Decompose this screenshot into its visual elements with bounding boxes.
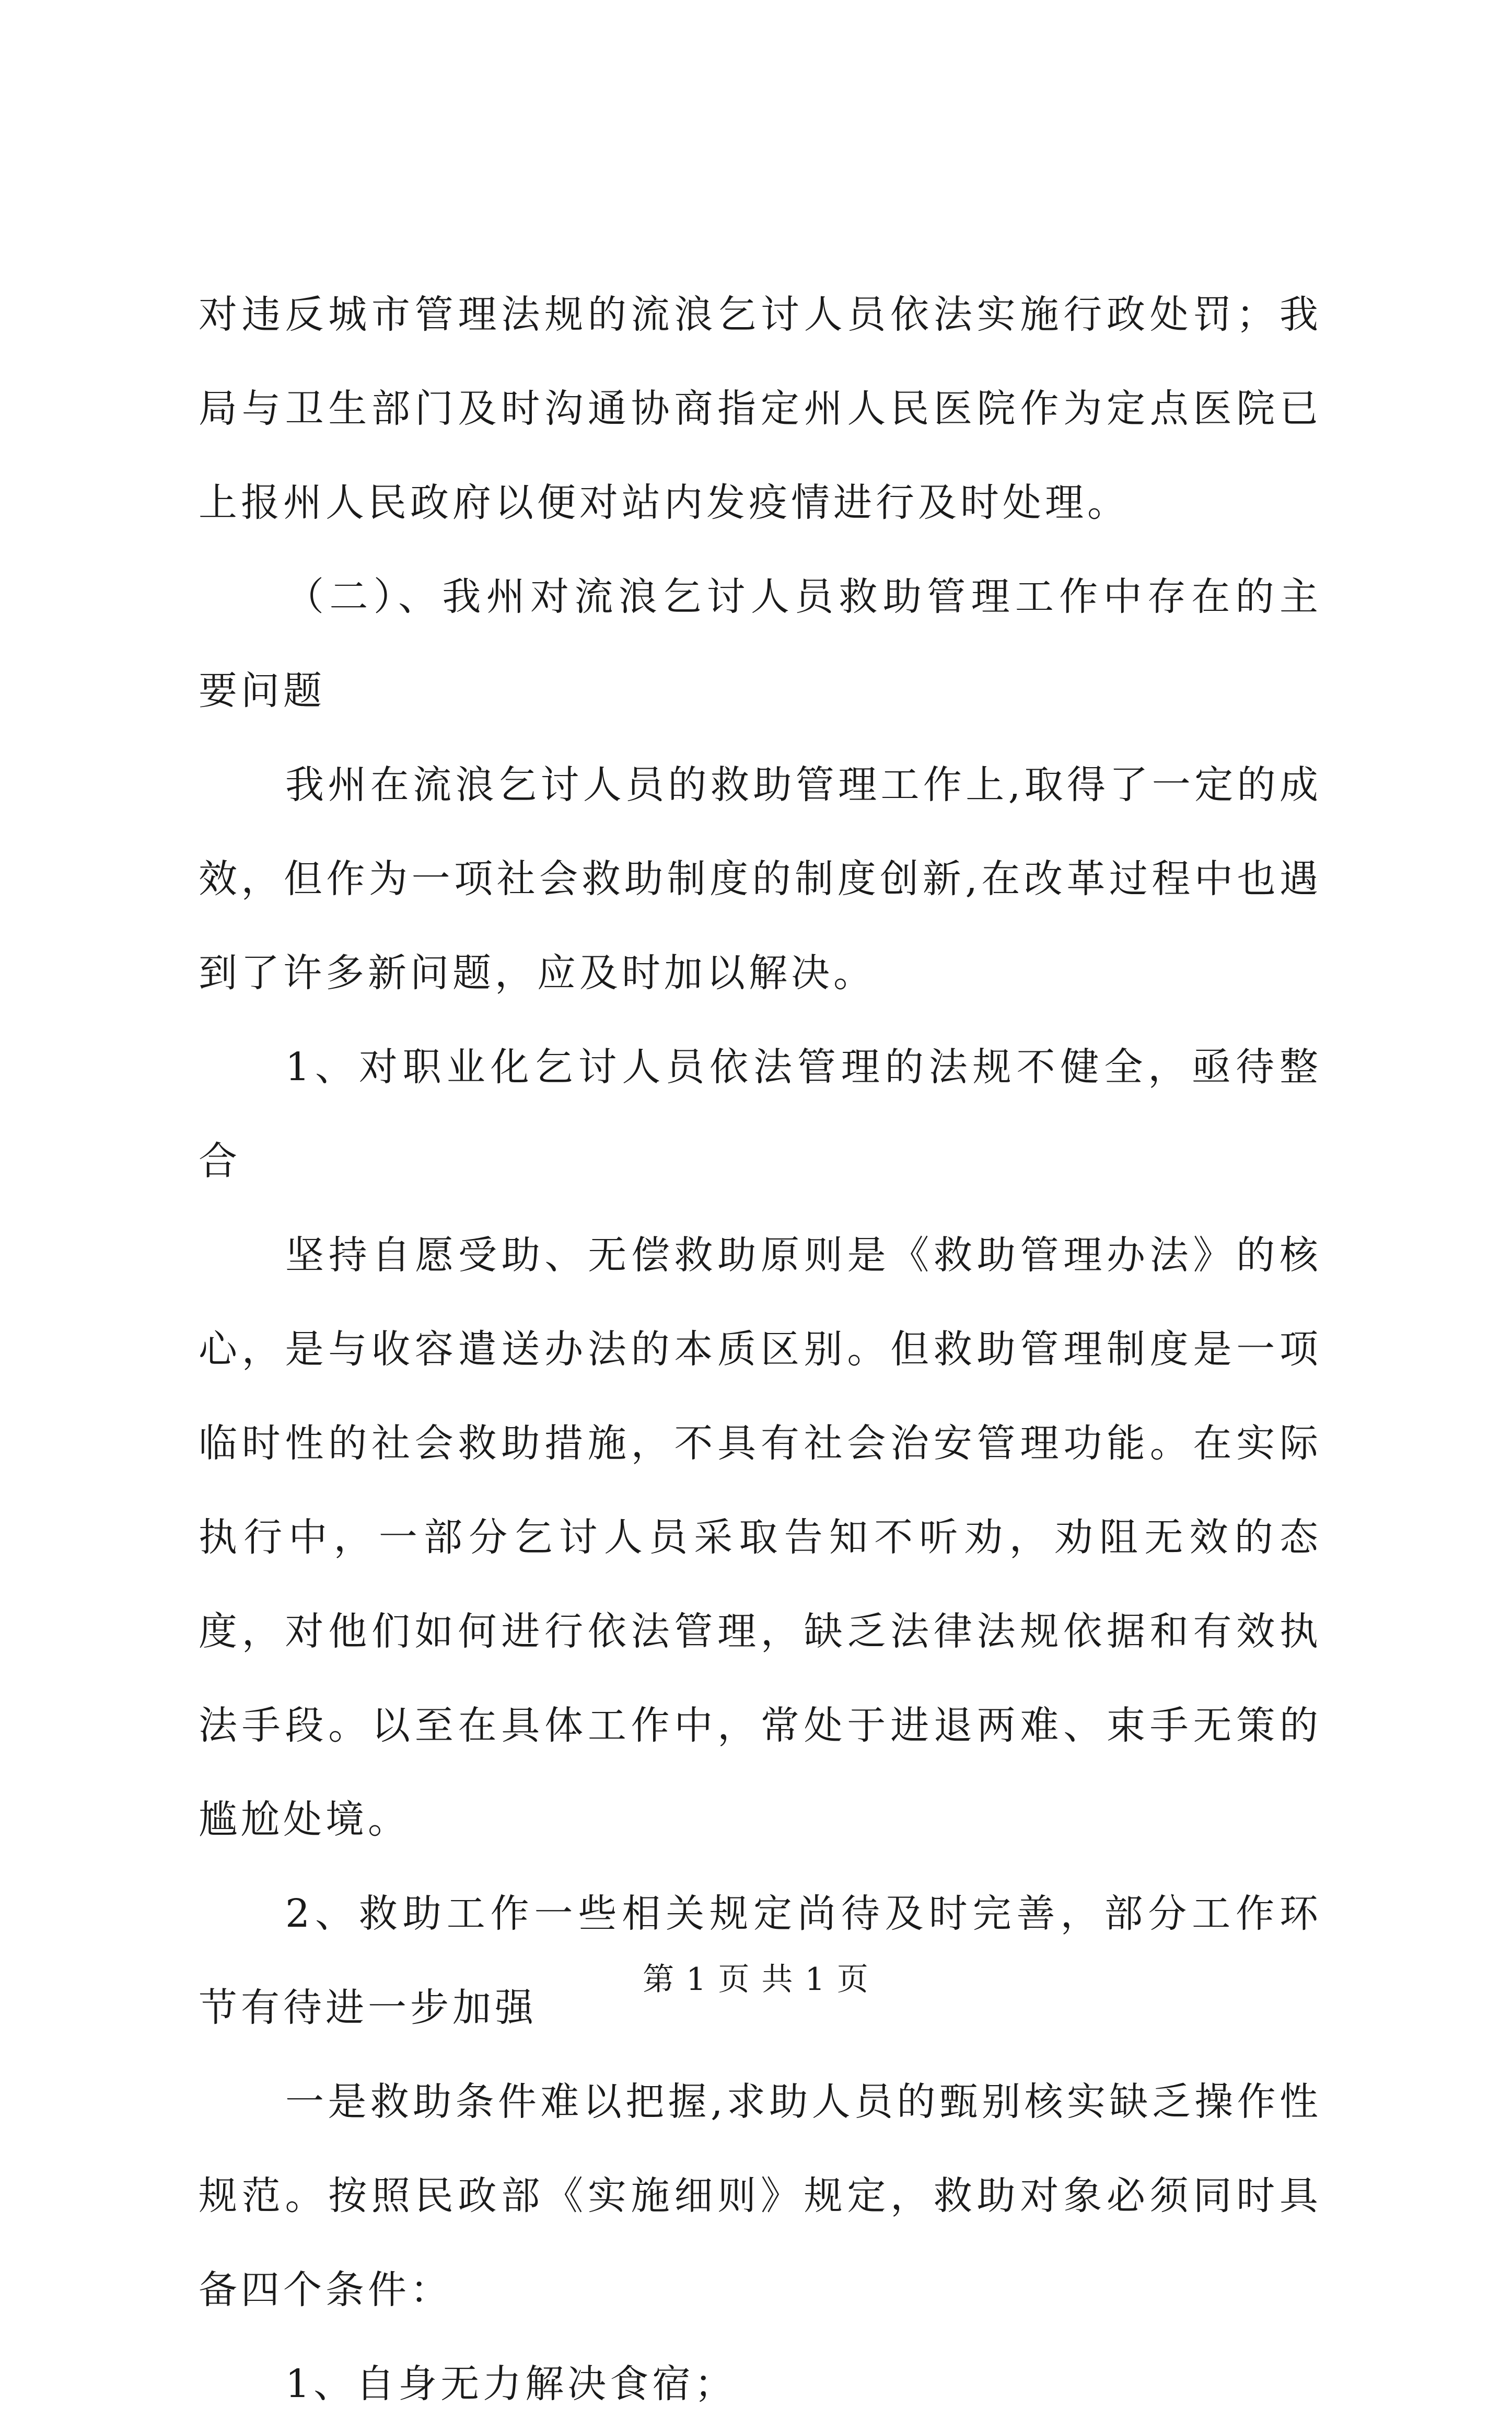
subheading-regulations: 1、对职业化乞讨人员依法管理的法规不健全，亟待整合 <box>199 1045 1322 1184</box>
document-body <box>199 268 1322 2431</box>
page-footer: 第 1 页 共 1 页 <box>643 1961 869 1998</box>
paragraph-continuation: 对违反城市管理法规的流浪乞讨人员依法实施行政处罚；我局与卫生部门及时沟通协商指定州人民医院作为定点医院已上报州人民政府以便对站内发疫情进行及时处理。 <box>199 292 1322 525</box>
paragraph-achievements: 我州在流浪乞讨人员的救助管理工作上,取得了一定的成效，但作为一项社会救助制度的制度创新,在改革过程中也遇到了许多新问题，应及时加以解决。 <box>199 762 1322 995</box>
list-item-condition-1: 1、自身无力解决食宿； <box>285 2361 737 2406</box>
paragraph-voluntary-principle: 坚持自愿受助、无偿救助原则是《救助管理办法》的核心，是与收容遣送办法的本质区别。但救助管理制度是一项临时性的社会救助措施，不具有社会治安管理功能。在实际执行中，一部分乞讨人员采取告知不听劝，劝阻无效的态度，对他们如何进行依法管理，缺乏法律法规依据和有效执法手段。以至在具体工作中，常处于进退两难、束手无策的尴尬处境。 <box>199 1233 1322 1842</box>
paragraph-conditions: 一是救助条件难以把握,求助人员的甄别核实缺乏操作性规范。按照民政部《实施细则》规定，救助对象必须同时具备四个条件： <box>199 2079 1322 2312</box>
section-heading-problems: （二）、我州对流浪乞讨人员救助管理工作中存在的主要问题 <box>199 574 1322 713</box>
subheading-provisions: 2、救助工作一些相关规定尚待及时完善，部分工作环节有待进一步加强 <box>199 1891 1322 2030</box>
